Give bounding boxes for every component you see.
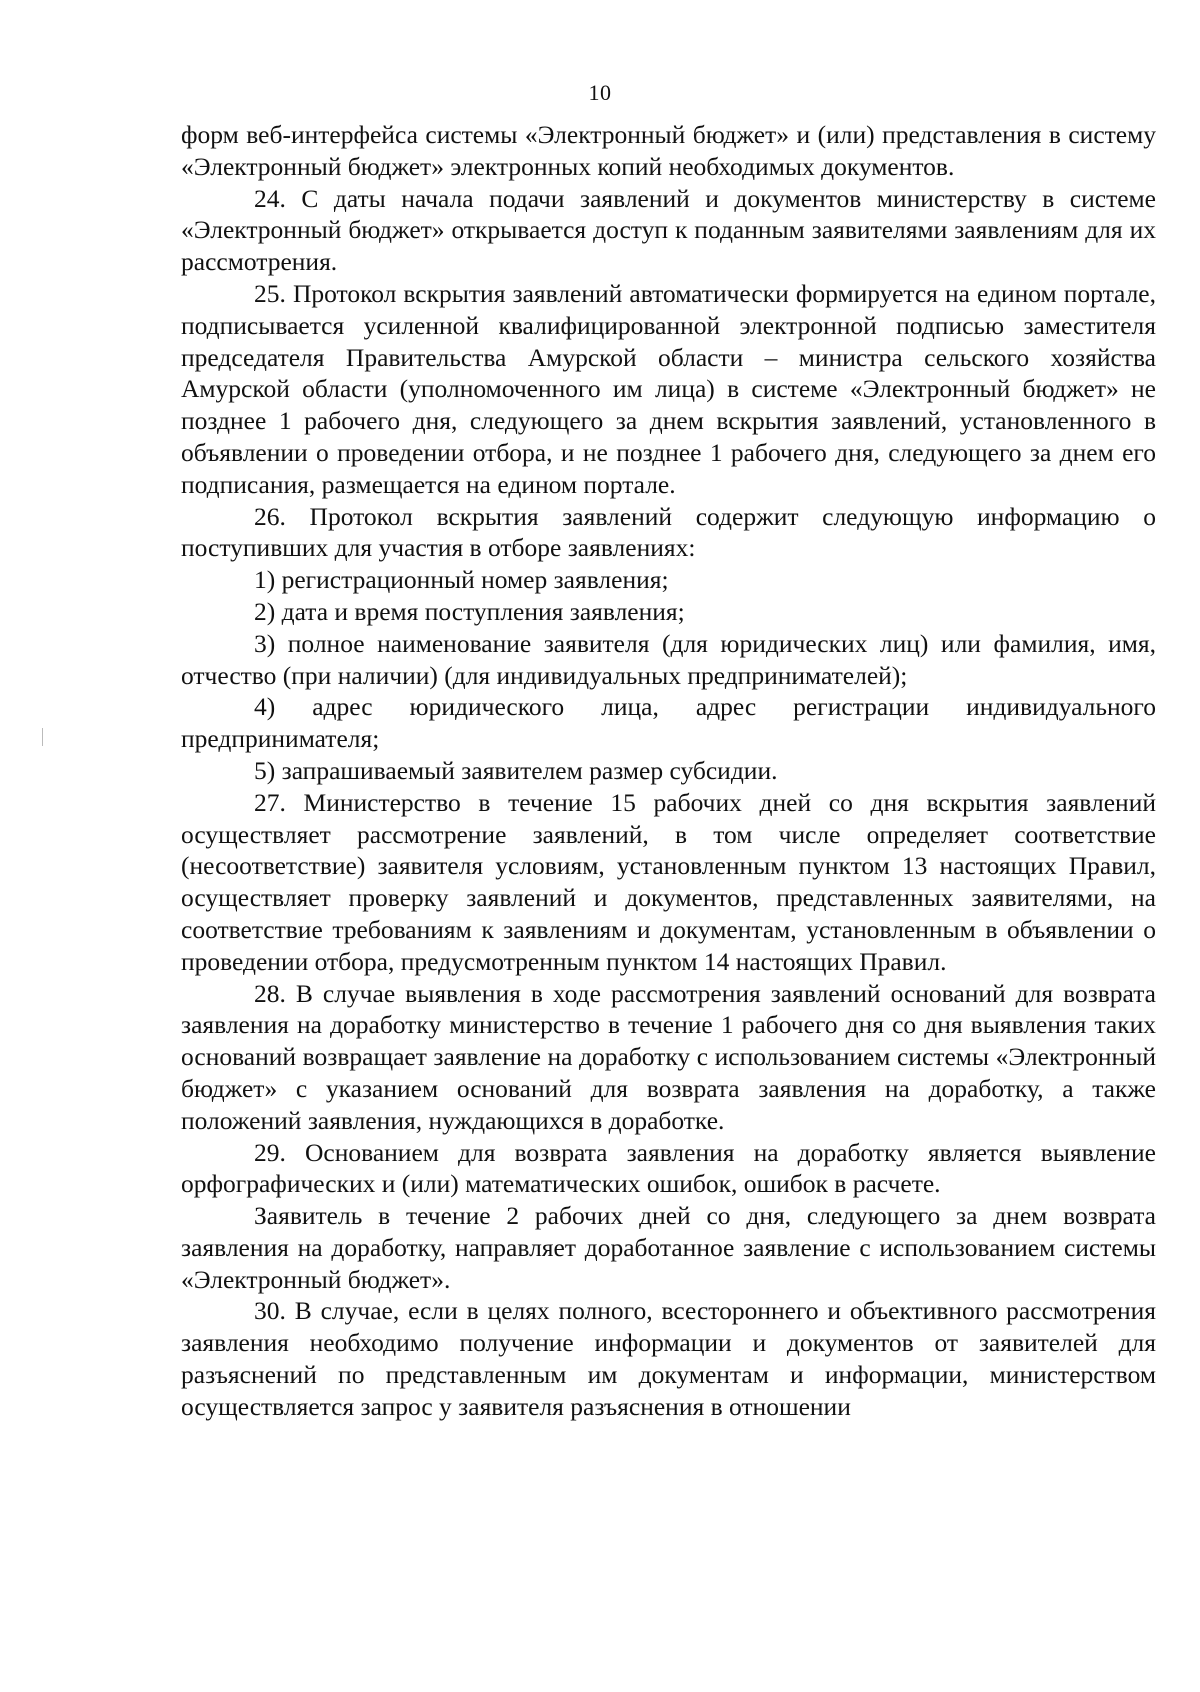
paragraph-30: 30. В случае, если в целях полного, всестороннего и объективного рассмотрения заявления необходимо получение информации и документов от заявителей для разъяснений по представленным им документам и информации, министерством осуществляется запрос у заявителя разъяснения в отношении [181, 1296, 1156, 1421]
paragraph-29: 29. Основанием для возврата заявления на доработку является выявление орфографических и (или) математических ошибок, ошибок в расчете. [181, 1137, 1156, 1199]
paragraph-applicant: Заявитель в течение 2 рабочих дней со дня, следующего за днем возврата заявления на доработку, направляет доработанное заявление с использованием системы «Электронный бюджет». [181, 1201, 1156, 1294]
paragraph-25: 25. Протокол вскрытия заявлений автоматически формируется на едином портале, подписывается усиленной квалифицированной электронной подписью заместителя председателя Правительства Амурской области – министра сельского хозяйства Амурской области (уполномоченного им лица) в системе «Электронный бюджет» не позднее 1 рабочего дня, следующего за днем вскрытия заявлений, установленного в объявлении о проведении отбора, и не позднее 1 рабочего дня, следующего за днем его подписания, размещается на едином портале. [181, 278, 1156, 499]
paragraph-24: 24. С даты начала подачи заявлений и документов министерству в системе «Электронный бюджет» открывается доступ к поданным заявителями заявлениям для их рассмотрения. [181, 183, 1156, 277]
list-item-5: 5) запрашиваемый заявителем размер субсидии. [254, 755, 778, 785]
paragraph-26: 26. Протокол вскрытия заявлений содержит следующую информацию о поступивших для участия в отборе заявлениях: [181, 501, 1156, 563]
scan-margin-mark [42, 728, 43, 746]
list-item-3: 3) полное наименование заявителя (для юридических лиц) или фамилия, имя, отчество (при наличии) (для индивидуальных предпринимателей); [181, 628, 1156, 690]
paragraph-27: 27. Министерство в течение 15 рабочих дней со дня вскрытия заявлений осуществляет рассмотрение заявлений, в том числе определяет соответствие (несоответствие) заявителя условиям, установленным пунктом 13 настоящих Правил, осуществляет проверку заявлений и документов, представленных заявителями, на соответствие требованиям к заявлениям и документам, установленным в объявлении о проведении отбора, предусмотренным пунктом 14 настоящих Правил. [181, 787, 1156, 976]
page-number: 10 [588, 80, 612, 105]
paragraph-28: 28. В случае выявления в ходе рассмотрения заявлений оснований для возврата заявления на доработку министерство в течение 1 рабочего дня со дня выявления таких оснований возвращает заявление на доработку с использованием системы «Электронный бюджет» с указанием оснований для возврата заявления на доработку, а также положений заявления, нуждающихся в доработке. [181, 978, 1156, 1135]
list-item-4: 4) адрес юридического лица, адрес регистрации индивидуального предпринимателя; [181, 692, 1156, 754]
list-item-2: 2) дата и время поступления заявления; [254, 596, 685, 626]
paragraph-continuation: форм веб-интерфейса системы «Электронный бюджет» и (или) представления в систему «Электронный бюджет» электронных копий необходимых документов. [181, 120, 1156, 181]
document-body [181, 119, 1156, 1423]
list-item-1: 1) регистрационный номер заявления; [254, 565, 669, 595]
